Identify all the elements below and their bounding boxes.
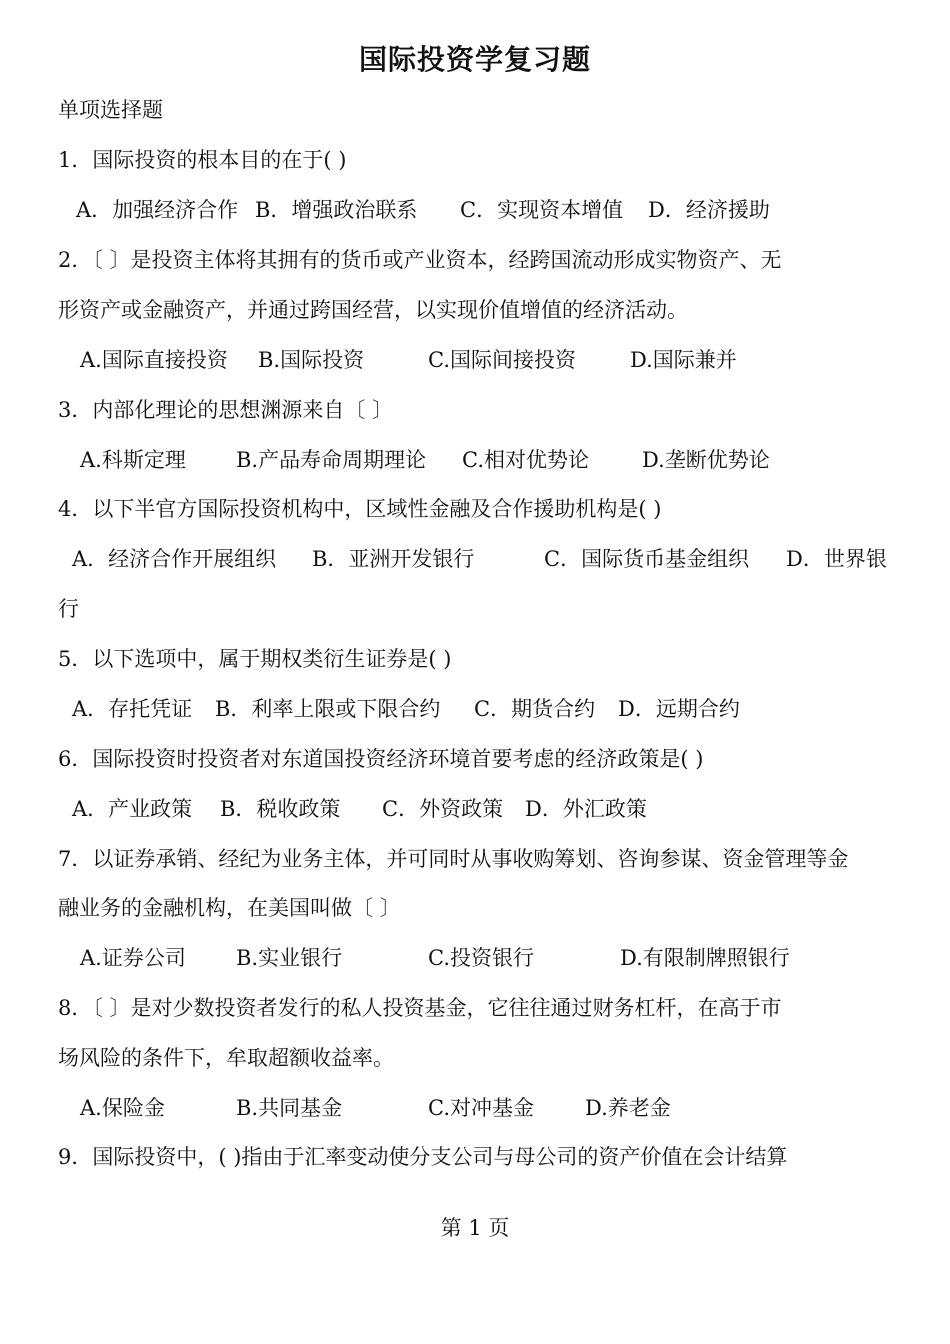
question-8-stem-line-1: 8．〔 〕是对少数投资者发行的私人投资基金，它往往通过财务杠杆，在高于市	[58, 996, 782, 1020]
question-1-stem: 1．国际投资的根本目的在于( )	[58, 148, 347, 172]
question-1-option-d: D．经济援助	[648, 198, 770, 222]
question-8-option-d: D.养老金	[585, 1096, 671, 1120]
question-8-stem-line-2: 场风险的条件下，牟取超额收益率。	[58, 1046, 394, 1070]
question-6-stem: 6．国际投资时投资者对东道国投资经济环境首要考虑的经济政策是( )	[58, 747, 704, 771]
question-3-option-a: A.科斯定理	[80, 448, 186, 472]
question-1-option-a: A．加强经济合作	[76, 198, 239, 222]
question-3-stem: 3．内部化理论的思想渊源来自〔 〕	[58, 398, 394, 422]
question-8-option-a: A.保险金	[80, 1096, 165, 1120]
question-6-option-a: A．产业政策	[72, 797, 193, 821]
question-2-stem-line-2: 形资产或金融资产，并通过跨国经营，以实现价值增值的经济活动。	[58, 298, 688, 322]
question-6-option-d: D．外汇政策	[525, 797, 647, 821]
question-7-option-a: A.证券公司	[80, 946, 186, 970]
question-7-stem-line-2: 融业务的金融机构，在美国叫做〔 〕	[58, 896, 401, 920]
question-7-stem-line-1: 7．以证券承销、经纪为业务主体，并可同时从事收购筹划、咨询参谋、资金管理等金	[58, 847, 849, 871]
page-title: 国际投资学复习题	[358, 43, 591, 76]
question-5-option-b: B．利率上限或下限合约	[215, 697, 441, 721]
page-number-footer: 第 1 页	[440, 1216, 510, 1240]
question-3-option-c: C.相对优势论	[462, 448, 589, 472]
question-5-option-d: D．远期合约	[618, 697, 740, 721]
section-heading: 单项选择题	[58, 98, 163, 122]
question-2-option-c: C.国际间接投资	[428, 348, 576, 372]
question-4-option-d: D．世界银	[786, 547, 887, 571]
question-2-option-b: B.国际投资	[258, 348, 365, 372]
question-4-option-c: C．国际货币基金组织	[544, 547, 750, 571]
question-3-option-d: D.垄断优势论	[642, 448, 770, 472]
question-2-option-d: D.国际兼并	[630, 348, 737, 372]
question-4-option-a: A．经济合作开展组织	[72, 547, 277, 571]
question-5-option-c: C．期货合约	[474, 697, 596, 721]
question-7-option-d: D.有限制牌照银行	[620, 946, 790, 970]
question-4-option-b: B．亚洲开发银行	[312, 547, 475, 571]
question-4-stem: 4．以下半官方国际投资机构中，区域性金融及合作援助机构是( )	[58, 497, 662, 521]
question-5-stem: 5．以下选项中，属于期权类衍生证券是( )	[58, 647, 452, 671]
question-3-option-b: B.产品寿命周期理论	[236, 448, 427, 472]
question-6-option-b: B．税收政策	[220, 797, 341, 821]
question-7-option-c: C.投资银行	[428, 946, 534, 970]
question-1-option-c: C．实现资本增值	[460, 198, 624, 222]
question-1-option-b: B．增强政治联系	[255, 198, 418, 222]
question-5-option-a: A．存托凭证	[72, 697, 193, 721]
question-2-stem-line-1: 2．〔 〕是投资主体将其拥有的货币或产业资本，经跨国流动形成实物资产、无	[58, 248, 782, 272]
question-6-option-c: C．外资政策	[382, 797, 504, 821]
question-9-stem-line-1: 9．国际投资中，( )指由于汇率变动使分支公司与母公司的资产价值在会计结算	[58, 1145, 788, 1169]
question-4-option-d-wrap: 行	[58, 597, 79, 621]
question-8-option-c: C.对冲基金	[428, 1096, 534, 1120]
question-2-option-a: A.国际直接投资	[80, 348, 228, 372]
question-7-option-b: B.实业银行	[236, 946, 343, 970]
question-8-option-b: B.共同基金	[236, 1096, 343, 1120]
